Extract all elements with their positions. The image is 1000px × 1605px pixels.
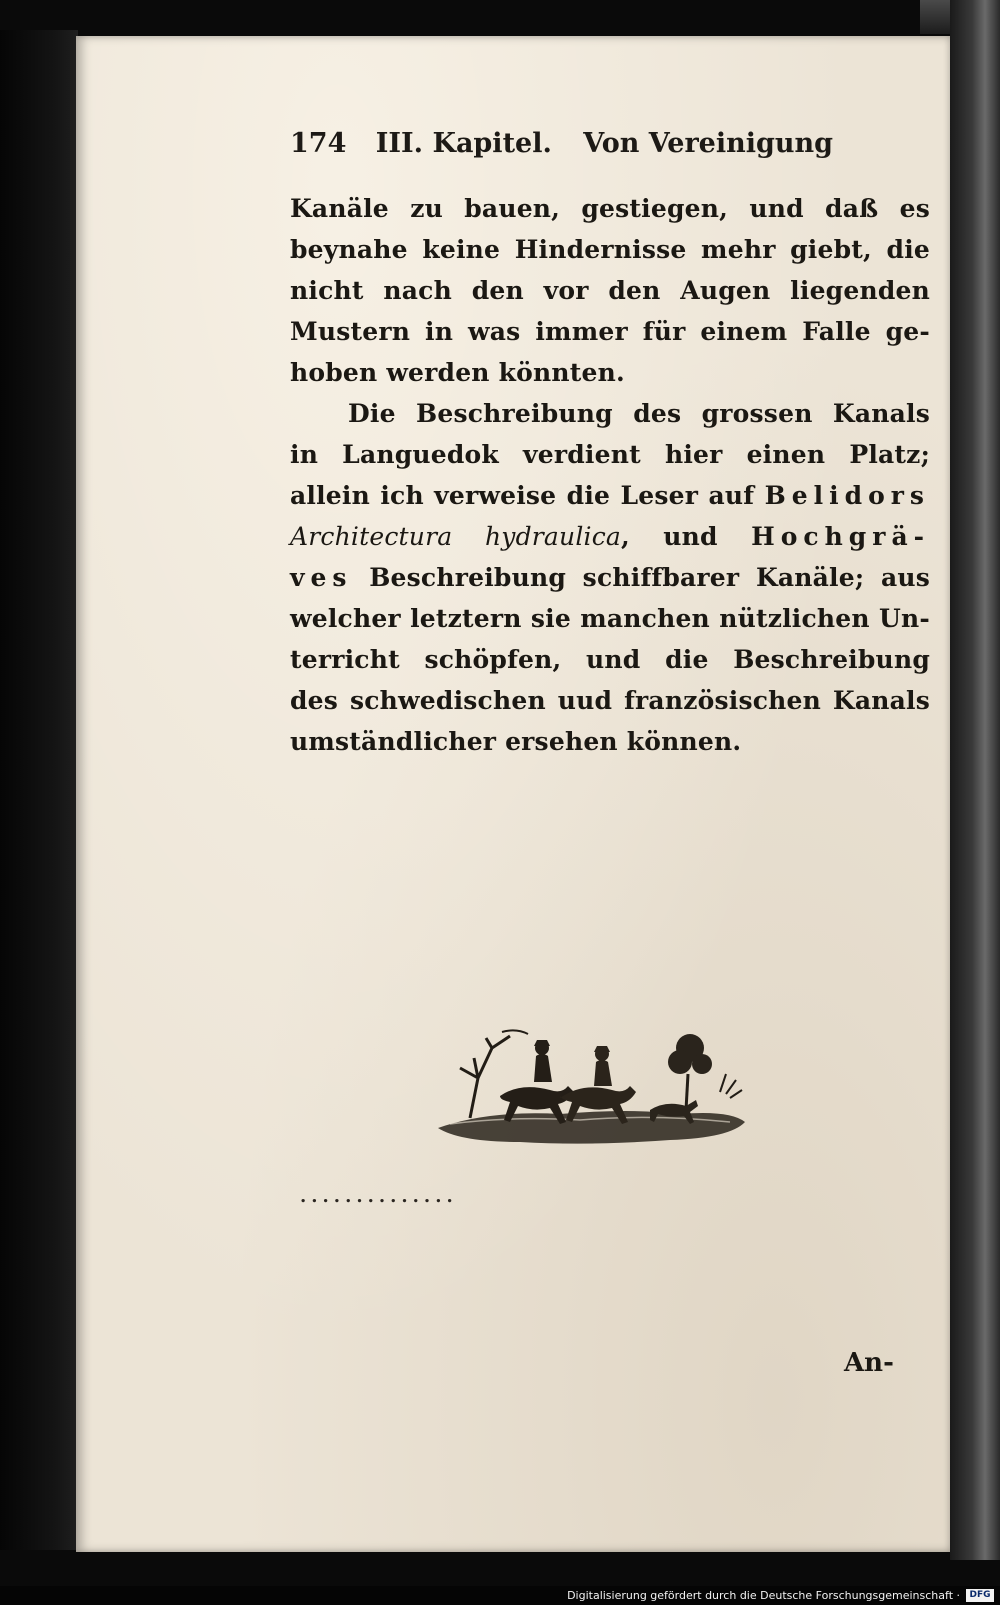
text-line-architectura (290, 516, 930, 557)
running-title: Von Vereinigung (583, 128, 834, 159)
page-number: 174 (290, 128, 347, 159)
text-fragment: , und (621, 522, 718, 551)
scan-background-left (0, 30, 78, 1550)
text-line: Kanäle zu bauen, gestiegen, und daß es (290, 194, 930, 223)
text-line-belidor (290, 475, 930, 516)
body-text (290, 188, 930, 762)
author-name-belidor: Belidors (764, 481, 930, 510)
book-title-italic: Architectura hydraulica (290, 522, 622, 551)
hunting-scene-vignette-icon (430, 1018, 750, 1148)
dotted-rule: .............. (300, 1186, 458, 1207)
chapter-label: III. Kapitel. (375, 128, 552, 159)
dfg-logo-icon: DFG (966, 1589, 994, 1602)
funding-credit: Digitalisierung gefördert durch die Deutsche Forschungsgemeinschaft · (567, 1589, 960, 1602)
text-line: welcher letztern sie manchen nützlichen Un- (290, 604, 930, 633)
text-line: des schwedischen uud französischen Kanals (290, 686, 930, 715)
catchword: An- (844, 1348, 894, 1378)
text-line: beynahe keine Hindernisse mehr giebt, die (290, 235, 930, 264)
text-fragment: allein ich verweise die Leser auf (290, 481, 755, 510)
text-line-hochgraeves (290, 557, 930, 598)
author-name-continued: ves (290, 563, 353, 592)
paragraph-start-line: Die Beschreibung des grossen Kanals (348, 399, 930, 428)
running-header (290, 128, 850, 172)
book-edge (950, 0, 1000, 1560)
text-line: terricht schöpfen, und die Beschreibung (290, 645, 930, 674)
text-line: umständlicher ersehen können. (290, 727, 742, 756)
text-fragment: Beschreibung schiffbarer Kanäle; aus (369, 563, 931, 592)
text-line: hoben werden könnten. (290, 358, 625, 387)
text-line: nicht nach den vor den Augen liegenden (290, 276, 930, 305)
author-name-hochgraeves: Hochgrä- (751, 522, 931, 551)
text-line: in Languedok verdient hier einen Platz; (290, 440, 930, 469)
text-line: Mustern in was immer für einem Falle ge- (290, 317, 930, 346)
